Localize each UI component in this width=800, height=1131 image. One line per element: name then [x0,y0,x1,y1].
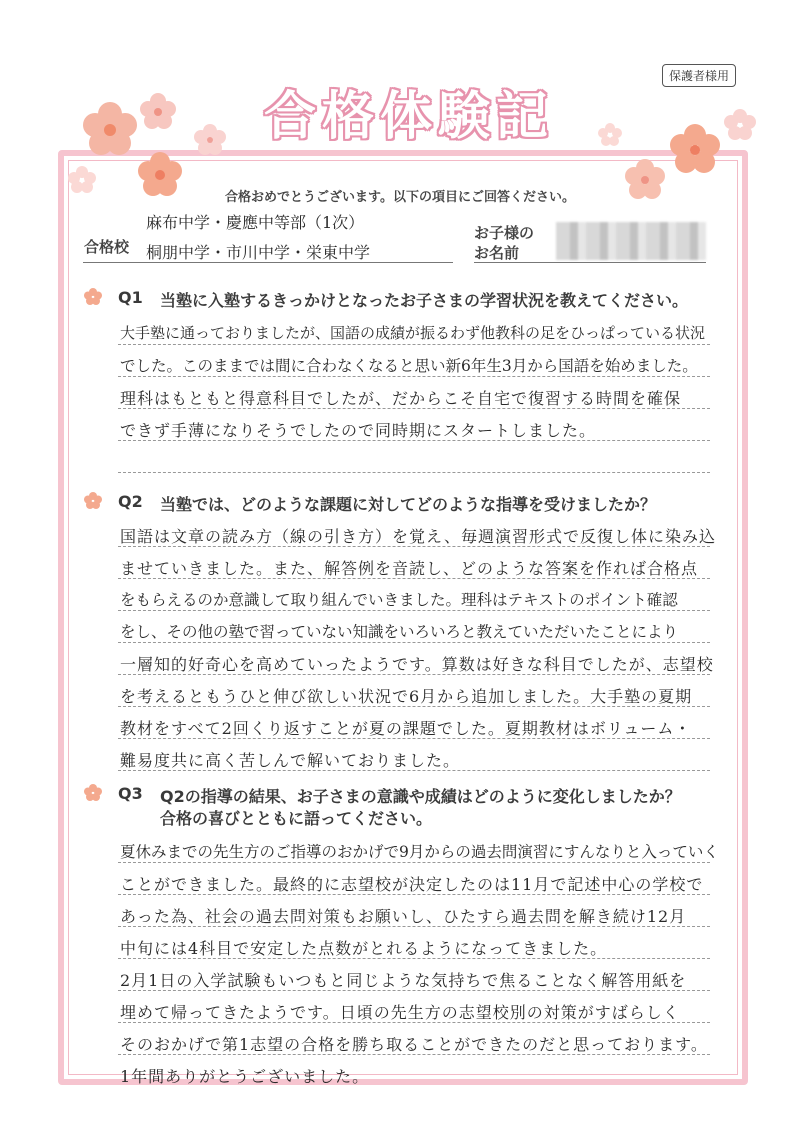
q2-answer-line: を考えるともうひと伸び欲しい状況で6月から追加しました。大手塾の夏期 [120,687,693,706]
school-label: 合格校 [84,238,130,256]
q2-answer-line: をもらえるのか意識して取り組んでいきました。理科はテキストのポイント確認 [120,591,678,609]
q3-question: Q2の指導の結果、お子さまの意識や成績はどのように変化しましたか？ [160,787,681,806]
q3-answer-line: ことができました。最終的に志望校が決定したのは11月で記述中心の学校で [120,875,704,894]
flower-icon [140,93,176,129]
intro-text: 合格おめでとうございます。以下の項目にご回答ください。 [225,190,575,205]
answer-rule [118,472,710,473]
q1-question: 当塾に入塾するきっかけとなったお子さまの学習状況を教えてください。 [160,291,689,310]
school-line-1: 麻布中学・慶應中等部（1次） [146,213,365,232]
q1-answer-line: 理科はもともと得意科目でしたが、だからこそ自宅で復習する時間を確保 [120,389,682,408]
q2-answer-line: ませていきました。また、解答例を音読し、どのような答案を作れば合格点 [120,559,699,578]
q2-answer-line: 難易度共に高く苦しんで解いておりました。 [120,751,461,770]
flower-icon [598,123,622,146]
q1-number: Q1 [118,288,143,307]
q3-answer-line: あった為、社会の過去問対策もお願いし、ひたすら過去問を解き続け12月 [120,907,687,926]
q2-number: Q2 [118,492,143,511]
q3-answer-line: 2月1日の入学試験もいつもと同じような気持ちで焦ることなく解答用紙を [120,971,687,990]
q2-answer-line: 教材をすべて2回くり返すことが夏の課題でした。夏期教材はボリューム・ [120,719,692,738]
guardian-tag: 保護者様用 [662,64,736,87]
q3-answer-line: 夏休みまでの先生方のご指導のおかげで9月からの過去問演習にすんなりと入っていく [120,843,719,861]
q3-subquestion: 合格の喜びとともに語ってください。 [160,809,433,828]
redacted-name [556,222,706,260]
q3-flower-icon [82,782,104,804]
q1-answer-line: 大手塾に通っておりましたが、国語の成績が振るわず他教科の足をひっぱっている状況 [120,324,706,342]
school-underline [83,262,453,263]
flower-icon [670,124,720,173]
flower-icon [194,124,226,155]
answer-rule [118,642,710,643]
q3-answer-line: 埋めて帰ってきたようです。日頃の先生方の志望校別の対策がすばらしく [120,1003,680,1022]
q2-answer-line: をし、その他の塾で習っていない知識をいろいろと教えていただいたことにより [120,623,679,641]
q1-flower-icon [82,286,104,308]
answer-rule [118,344,710,345]
q3-number: Q3 [118,784,143,803]
q1-answer-line: できず手薄になりそうでしたので同時期にスタートしました。 [120,421,597,440]
q2-answer-line: 一層知的好奇心を高めていったようです。算数は好きな科目でしたが、志望校 [120,655,714,674]
name-underline [474,262,706,263]
q3-answer-line: 1年間ありがとうございました。 [120,1067,370,1086]
answer-rule [118,376,710,377]
flower-icon [83,102,137,155]
q3-answer-line: 中旬には4科目で安定した点数がとれるようになってきました。 [120,939,608,958]
flower-icon [724,109,756,140]
q1-answer-line: でした。このままでは間に合わなくなると思い新6年生3月から国語を始めました。 [120,357,698,375]
q2-question: 当塾では、どのような課題に対してどのような指導を受けましたか？ [160,495,657,514]
q2-answer-line: 国語は文章の読み方（線の引き方）を覚え、毎週演習形式で反復し体に染み込 [120,527,716,546]
page-title: 合格体験記 [264,86,555,147]
answer-rule [118,862,710,863]
q2-flower-icon [82,490,104,512]
answer-rule [118,610,710,611]
child-name-label-1: お子様の [474,224,535,242]
flower-cluster-right [590,95,770,225]
school-line-2: 桐朋中学・市川中学・栄東中学 [146,243,371,262]
q3-answer-line: そのおかげで第1志望の合格を勝ち取ることができたのだと思っております。 [120,1035,708,1054]
child-name-label-2: お名前 [474,244,520,262]
